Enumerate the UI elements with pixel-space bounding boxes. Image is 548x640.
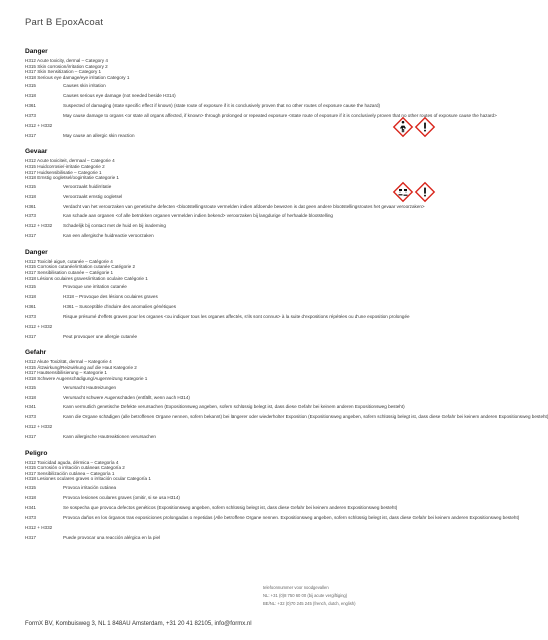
hazard-code: H315 xyxy=(25,183,36,189)
classification-line: H317 Skin Sensitization – Category 1 xyxy=(25,69,102,75)
section-title: Danger xyxy=(25,48,48,55)
hazard-statement-row xyxy=(25,284,423,290)
hazard-text: Veroorzaakt ernstig oogletsel xyxy=(63,193,123,199)
hazard-text: Se sospecha que provoca defectos genéticos (Expositionsweg angeben, sofern schlüssig belegt ist, dass diese Gefahr bei keinem anderen Expositionsweg besteht) xyxy=(63,504,398,510)
emergency-contact xyxy=(263,584,356,608)
hazard-statement-row xyxy=(25,385,423,391)
classification-line: H315 Huidcorrosie/-irritatie Categorie 2 xyxy=(25,164,105,170)
hazard-text: Puede provocar una reacción alérgica en la piel xyxy=(63,534,161,540)
hazard-code: H318 xyxy=(25,294,36,300)
hazard-code: H317 xyxy=(25,434,36,440)
hazard-code: H317 xyxy=(25,333,36,339)
pictogram-row xyxy=(392,117,442,142)
hazard-statement-row xyxy=(25,495,423,501)
hazard-code: H361 xyxy=(25,103,36,109)
hazard-text: Schadelijk bij contact met de huid en bij inademing xyxy=(63,223,166,229)
hazard-code: H317 xyxy=(25,233,36,239)
hazard-code: H315 xyxy=(25,485,36,491)
hazard-text: Verdacht van het veroorzaken van genetische defecten <blootstellingsroute vermelden indien afdoende bewezen is dat geen andere blootstellingsroutes het gevaar veroorzaken> xyxy=(63,203,425,209)
hazard-statement-row xyxy=(25,304,423,310)
hazard-text: H318 – Provoque des lésions oculaires graves xyxy=(63,294,158,300)
contact-nl: NL: +31 (0)8 750 60 00 (bij acute vergiftiging) xyxy=(263,593,348,598)
hazard-code: H341 xyxy=(25,504,36,510)
hazard-text: Provoque une irritation cutanée xyxy=(63,284,127,290)
classification-line: H317 Sensibilización cutánea – Categoría 1 xyxy=(25,470,115,476)
section-title: Gefahr xyxy=(25,349,47,357)
hazard-text: Causes skin irritation xyxy=(63,83,106,89)
hazard-code: H315 xyxy=(25,284,36,290)
hazard-statement-row xyxy=(25,103,423,109)
hazard-text: Verursacht Hautreizungen xyxy=(63,384,117,390)
classification-line: H317 Huidsensibilisatie – Categorie 1 xyxy=(25,169,102,175)
contact-be: BE/NL: +32 (0)70 245 245 (french, dutch, english) xyxy=(263,601,356,606)
hazard-text xyxy=(63,525,423,531)
hazard-statement-row xyxy=(25,485,423,491)
classification-line: H315 Corrosión o irritación cutáneas Categoría 2 xyxy=(25,465,125,471)
hazard-code: H361 xyxy=(25,304,36,309)
hazard-text: Kann vermutlich genetische Defekte verursachen (Expositionsweg angeben, sofern schlüssig belegt ist, dass diese Gefahr bei keinem anderen Expositionsweg besteht) xyxy=(63,404,405,410)
hazard-text: Suspected of damaging (state specific effect if known) (state route of exposure if it is conclusively proven that no other routes of exposure cause the hazard) xyxy=(63,103,381,109)
hazard-statement-row xyxy=(25,404,423,410)
hazard-statement-row xyxy=(25,113,497,119)
hazard-code: H373 xyxy=(25,113,36,119)
hazard-statement-row xyxy=(25,83,423,89)
classification-line: H312 Acute toxicity, dermal – Category 4 xyxy=(25,58,108,63)
hazard-statement-row xyxy=(25,535,423,541)
hazard-statement-row xyxy=(25,324,423,330)
hazard-code: H312 + H332 xyxy=(25,524,53,530)
hazard-code: H317 xyxy=(25,534,36,540)
hazard-code: H315 xyxy=(25,384,36,390)
hazard-code: H341 xyxy=(25,404,36,410)
hazard-code: H317 xyxy=(25,132,36,138)
hazard-text: Risque présumé d'effets graves pour les organes <ou indiquer tous les organes affectés, s'ils sont connus> à la suite d'expositions répétées ou d'une exposition prolongée xyxy=(63,313,410,319)
exclamation-mark-icon xyxy=(415,117,435,137)
classification-line: H318 Lésions oculaires graves/irritation oculaire Catégorie 1 xyxy=(25,275,148,281)
hazard-statement-row xyxy=(25,395,423,401)
classification-line: H317 Hautsensibilisierung – Kategorie 1 xyxy=(25,370,107,376)
hazard-section xyxy=(25,48,497,138)
section-title: Danger xyxy=(25,248,48,256)
hazard-text: May cause an allergic skin reaction xyxy=(63,132,135,138)
corrosion-icon xyxy=(393,182,413,202)
hazard-code: H312 + H332 xyxy=(25,223,53,229)
hazard-text xyxy=(63,123,423,129)
classification-line: H312 Akute Toxizität, dermal – Kategorie 4 xyxy=(25,359,112,365)
classification-line: H315 Corrosion cutanée/irritation cutanée Catégorie 2 xyxy=(25,264,136,270)
hazard-text: Kan schade aan organen <of alle betrokken organen vermelden indien bekend> veroorzaken bij langdurige of herhaalde blootstelling xyxy=(63,213,333,219)
hazard-statement-row xyxy=(25,505,423,511)
classification-line: H312 Toxicité aiguë, cutanée – Catégorie 4 xyxy=(25,258,113,264)
hazard-code: H315 xyxy=(25,83,36,89)
hazard-code: H373 xyxy=(25,313,36,319)
contact-label: telefoonnummer voor noodgevallen xyxy=(263,585,329,590)
hazard-text: Provoca lesiones oculares graves (omitir, si se usa H314) xyxy=(63,494,180,500)
section-title: Peligro xyxy=(25,449,48,457)
hazard-section xyxy=(25,449,520,540)
hazard-pictograms xyxy=(392,117,442,207)
hazard-text: Kann allergische Hautreaktionen verursachen xyxy=(63,434,156,440)
hazard-statement-row xyxy=(25,133,423,139)
classification-line: H317 Sensibilisation cutanée – Catégorie 1 xyxy=(25,270,114,276)
hazard-statement-row xyxy=(25,514,520,521)
hazard-statement-row xyxy=(25,213,423,219)
hazard-text: May cause damage to organs <or state all organs affected, if known> through prolonged or repeated exposure <state route of exposure if it is conclusively proven that no other routes of exposure cause the hazard> xyxy=(63,113,497,119)
hazard-text: Kann die Organe schädigen (alle betroffenen Organe nennen, sofern bekannt) bei längerer oder wiederholter Exposition (Expositionsweg angeben, sofern schlüssig belegt ist, dass diese Gefahr bei keinem anderen Expositionsweg besteht) xyxy=(63,414,548,420)
hazard-statement-row xyxy=(25,424,423,430)
classification-line: H315 Skin corrosion/irritation Category 2 xyxy=(25,63,108,69)
classification-line: H318 Ernstig oogletsel/oogirritatie Categorie 1 xyxy=(25,175,119,181)
hazard-code: H318 xyxy=(25,93,36,99)
classification-line: H315 Ätzwirkung/Reizwirkung auf die Haut Kategorie 2 xyxy=(25,364,137,370)
classification-line: H318 Schwere Augenschädigung/Augenreizung Kategorie 1 xyxy=(25,376,148,382)
hazard-text xyxy=(63,324,423,330)
hazard-code: H312 + H332 xyxy=(25,424,53,430)
hazard-statement-row xyxy=(25,434,423,440)
hazard-code: H318 xyxy=(25,193,36,199)
hazard-statement-row xyxy=(25,525,423,531)
health-hazard-icon xyxy=(393,117,413,137)
hazard-code: H318 xyxy=(25,494,36,500)
hazard-text: Peut provoquer une allergie cutanée xyxy=(63,333,138,339)
hazard-code: H312 + H332 xyxy=(25,122,53,128)
hazard-statement-row xyxy=(25,184,423,190)
hazard-text: Causes serious eye damage (not needed beside H314) xyxy=(63,93,176,99)
hazard-statement-row xyxy=(25,93,423,99)
hazard-statement-row xyxy=(25,294,423,300)
hazard-section xyxy=(25,349,548,440)
hazard-text: Veroorzaakt huidirritatie xyxy=(63,183,112,189)
section-title: Gevaar xyxy=(25,148,48,156)
hazard-text xyxy=(63,424,423,430)
hazard-statement-row xyxy=(25,204,423,210)
hazard-text: Provoca irritación cutánea xyxy=(63,485,117,491)
hazard-code: H373 xyxy=(25,414,36,420)
hazard-text: Kan een allergische huidreactie veroorzaken xyxy=(63,233,154,239)
hazard-statement-row xyxy=(25,334,423,340)
hazard-sections xyxy=(25,48,548,550)
exclamation-mark-icon xyxy=(415,182,435,202)
hazard-code: H373 xyxy=(25,213,36,219)
hazard-code: H361 xyxy=(25,203,36,209)
hazard-code: H312 + H332 xyxy=(25,323,53,329)
hazard-code: H318 xyxy=(25,394,36,400)
classification-line: H312 Toxicidad aguda, dérmica – Categoría 4 xyxy=(25,459,119,465)
hazard-statement-row xyxy=(25,414,548,420)
company-footer: FormX BV, Kombuisweg 3, NL 1 848AU Amsterdam, +31 20 41 82105, info@formx.nl xyxy=(25,621,252,627)
hazard-section xyxy=(25,148,423,238)
hazard-text: Verursacht schwere Augenschäden (entfällt, wenn auch H314) xyxy=(63,394,190,400)
classification-line: H318 Serious eye damage/eye irritation Category 1 xyxy=(25,74,130,80)
hazard-statement-row xyxy=(25,233,423,239)
hazard-section xyxy=(25,249,423,339)
hazard-statement-row xyxy=(25,223,423,229)
pictogram-row xyxy=(392,182,442,207)
hazard-statement-row xyxy=(25,314,423,320)
classification-line: H318 Lesiones oculares graves o irritación ocular Categoría 1 xyxy=(25,476,151,482)
classification-line: H312 Acute toxiciteit, dermaal – Categorie 4 xyxy=(25,158,115,164)
hazard-code: H373 xyxy=(25,514,36,520)
hazard-statement-row xyxy=(25,123,423,129)
hazard-text: H361 – Susceptible d'induire des anomalies génétiques xyxy=(63,304,176,309)
hazard-statement-row xyxy=(25,194,423,200)
page-title: Part B EpoxAcoat xyxy=(25,17,104,28)
hazard-text: Provoca daños en los órganos tras exposiciones prolongadas o repetidas (Alle betroffene Organe nennen. Expositionsweg angeben, sofern schlüssig belegt ist, dass diese Gefahr bei keinem anderen Expositionsweg besteht) xyxy=(63,514,520,520)
